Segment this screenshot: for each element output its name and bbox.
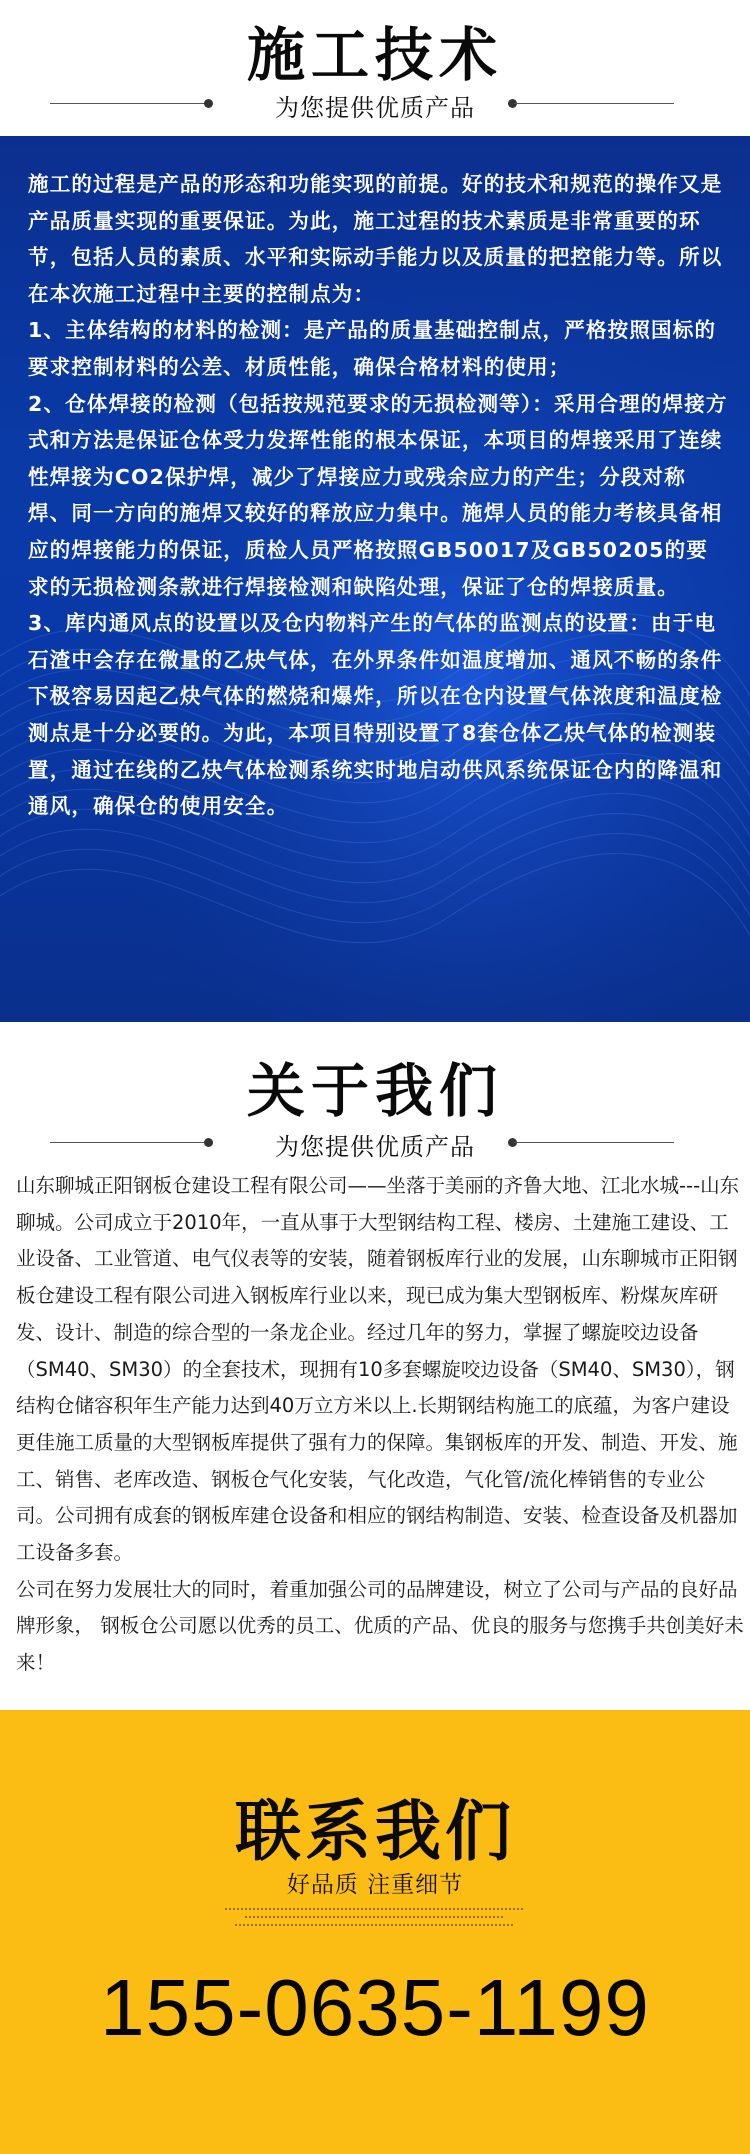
contact-section-subtitle: 好品质 注重细节 [286, 1872, 464, 1898]
contact-phone-number[interactable]: 155-0635-1199 [100, 1963, 650, 2052]
contact-section-title: 联系我们 [235, 1793, 515, 1870]
about-body-text [16, 1168, 744, 1682]
decorative-fine-print [215, 1908, 535, 1932]
tech-paragraph: 1、主体结构的材料的检测：是产品的质量基础控制点，严格按照国标的要求控制材料的公差、材质性能，确保合格材料的使用； [28, 318, 717, 379]
right-divider-line [514, 103, 674, 104]
contact-section [0, 1710, 750, 2154]
tech-paragraph: 施工的过程是产品的形态和功能实现的前提。好的技术和规范的操作又是产品质量实现的重要保证。为此，施工过程的技术素质是非常重要的环节，包括人员的素质、水平和实际动手能力以及质量的把控能力等。所以在本次施工过程中主要的控制点为： [28, 172, 723, 306]
about-subtitle-row [0, 1127, 750, 1161]
tech-section-title: 施工技术 [246, 21, 503, 89]
tech-panel [0, 136, 750, 1022]
about-paragraph: 山东聊城正阳钢板仓建设工程有限公司——坐落于美丽的齐鲁大地、江北水城---山东聊城。公司成立于2010年，一直从事于大型钢结构工程、楼房、土建施工建设、工业设备、工业管道、电气仪表等的安装，随着钢板库行业的发展，山东聊城市正阳钢板仓建设工程有限公司进入钢板库行业以来，现已成为集大型钢板库、粉煤灰库研发、设计、制造的综合型的一条龙企业。经过几年的努力，掌握了螺旋咬边设备（SM40、SM30）的全套技术，现拥有10多套螺旋咬边设备（SM40、SM30），钢结构仓储容积年生产能力达到40万立方米以上.长期钢结构施工的底蕴，为客户建设更佳施工质量的大型钢板库提供了强有力的保障。集钢板库的开发、制造、开发、施工、销售、老库改造、钢板仓气化安装，气化改造，气化管/流化棒销售的专业公司。公司拥有成套的钢板库建仓设备和相应的钢结构制造、安装、检查设备及机器加工设备多套。 [16, 1174, 740, 1565]
about-section-title: 关于我们 [246, 1057, 503, 1125]
about-section-subtitle: 为您提供优质产品 [275, 1133, 475, 1161]
tech-paragraph: 2、仓体焊接的检测（包括按规范要求的无损检测等）：采用合理的焊接方式和方法是保证仓体受力发挥性能的根本保证，本项目的焊接采用了连续性焊接为CO2保护焊，减少了焊接应力或残余应力的产生；分段对称焊、同一方向的施焊又较好的释放应力集中。施焊人员的能力考核具备相应的焊接能力的保证，质检人员严格按照GB50017及GB50205的要求的无损检测条款进行焊接检测和缺陷处理，保证了仓的焊接质量。 [28, 391, 728, 599]
tech-body-text [28, 166, 728, 825]
right-divider-line [514, 1142, 674, 1143]
tech-paragraph: 3、库内通风点的设置以及仓内物料产生的气体的监测点的设置：由于电石渣中会存在微量的乙炔气体，在外界条件如温度增加、通风不畅的条件下极容易因起乙炔气体的燃烧和爆炸，所以在仓内设置气体浓度和温度检测点是十分必要的。为此，本项目特别设置了8套仓体乙炔气体的检测装置，通过在线的乙炔气体检测系统实时地启动供风系统保证仓内的降温和通风，确保仓的使用安全。 [28, 611, 723, 819]
tech-section-subtitle: 为您提供优质产品 [275, 94, 475, 122]
about-paragraph: 公司在努力发展壮大的同时，着重加强公司的品牌建设，树立了公司与产品的良好品牌形象， 钢板仓公司愿以优秀的员工、优质的产品、优良的服务与您携手共创美好未来！ [16, 1577, 744, 1675]
tech-section-header [0, 0, 750, 136]
tech-subtitle-row [0, 88, 750, 122]
about-section-header [0, 1022, 750, 1162]
